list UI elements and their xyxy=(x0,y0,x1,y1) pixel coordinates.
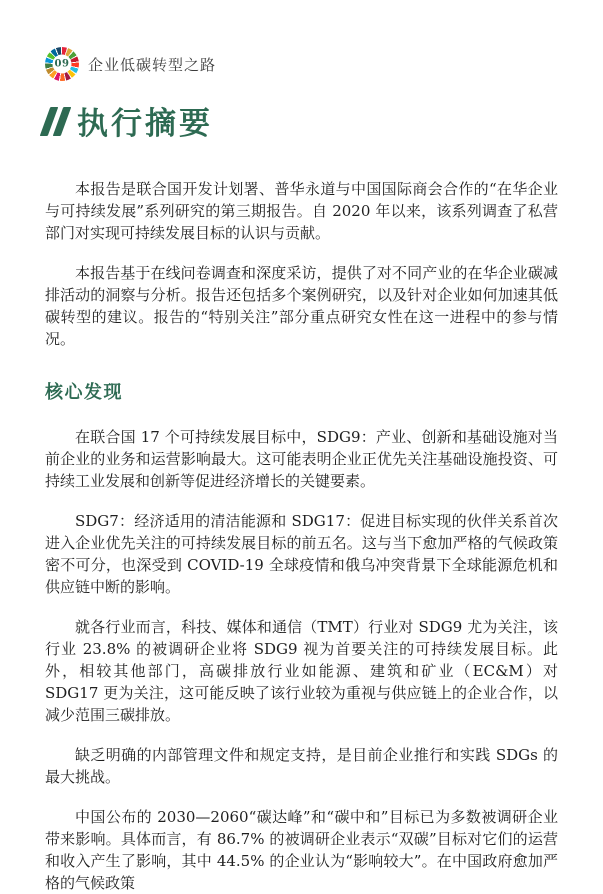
intro-paragraph-1: 本报告是联合国开发计划署、普华永道与中国国际商会合作的“在华企业与可持续发展”系列研究的第三期报告。自 2020 年以来，该系列调查了私营部门对实现可持续发展目标的认识与贡献。 xyxy=(45,180,558,242)
finding-paragraph-3: 就各行业而言，科技、媒体和通信（TMT）行业对 SDG9 尤为关注，该行业 23.8% 的被调研企业将 SDG9 视为首要关注的可持续发展目标。此外，相较其他部门，高碳排放行业如能源、建筑和矿业（EC&M）对 SDG17 更为关注，这可能反映了该行业较为重视与供应链上的企业合作，以减少范围三碳排放。 xyxy=(45,618,558,724)
page-title xyxy=(45,98,558,143)
section-heading: 核心发现 xyxy=(45,382,123,403)
intro-paragraph-2: 本报告基于在线问卷调查和深度采访，提供了对不同产业的在华企业碳减排活动的洞察与分析。报告还包括多个案例研究，以及针对企业如何加速其低碳转型的建议。报告的“特别关注”部分重点研究女性在这一进程中的参与情况。 xyxy=(45,264,558,348)
page-header xyxy=(45,46,558,82)
page-title-text: 执行摘要 xyxy=(77,106,213,142)
finding-paragraph-2: SDG7：经济适用的清洁能源和 SDG17：促进目标实现的伙伴关系首次进入企业优先关注的可持续发展目标的前五名。这与当下愈加严格的气候政策密不可分，也深受到 COVID-19 全球疫情和俄乌冲突背景下全球能源危机和供应链中断的影响。 xyxy=(45,512,558,596)
chapter-title: 企业低碳转型之路 xyxy=(88,55,217,74)
double-slash-icon xyxy=(45,107,66,136)
finding-paragraph-5: 中国公布的 2030—2060“碳达峰”和“碳中和”目标已为多数被调研企业带来影响。具体而言，有 86.7% 的被调研企业表示“双碳”目标对它们的运营和收入产生了影响，其中 44.5% 的企业认为“影响较大”。在中国政府愈加严格的气候政策 xyxy=(45,808,558,892)
finding-paragraph-4: 缺乏明确的内部管理文件和规定支持，是目前企业推行和实践 SDGs 的最大挑战。 xyxy=(45,746,558,786)
chapter-number-badge: 09 xyxy=(53,55,72,74)
sdg-wheel-icon xyxy=(45,47,79,81)
finding-paragraph-1: 在联合国 17 个可持续发展目标中，SDG9：产业、创新和基础设施对当前企业的业务和运营影响最大。这可能表明企业正优先关注基础设施投资、可持续工业发展和创新等促进经济增长的关键要素。 xyxy=(45,428,558,490)
